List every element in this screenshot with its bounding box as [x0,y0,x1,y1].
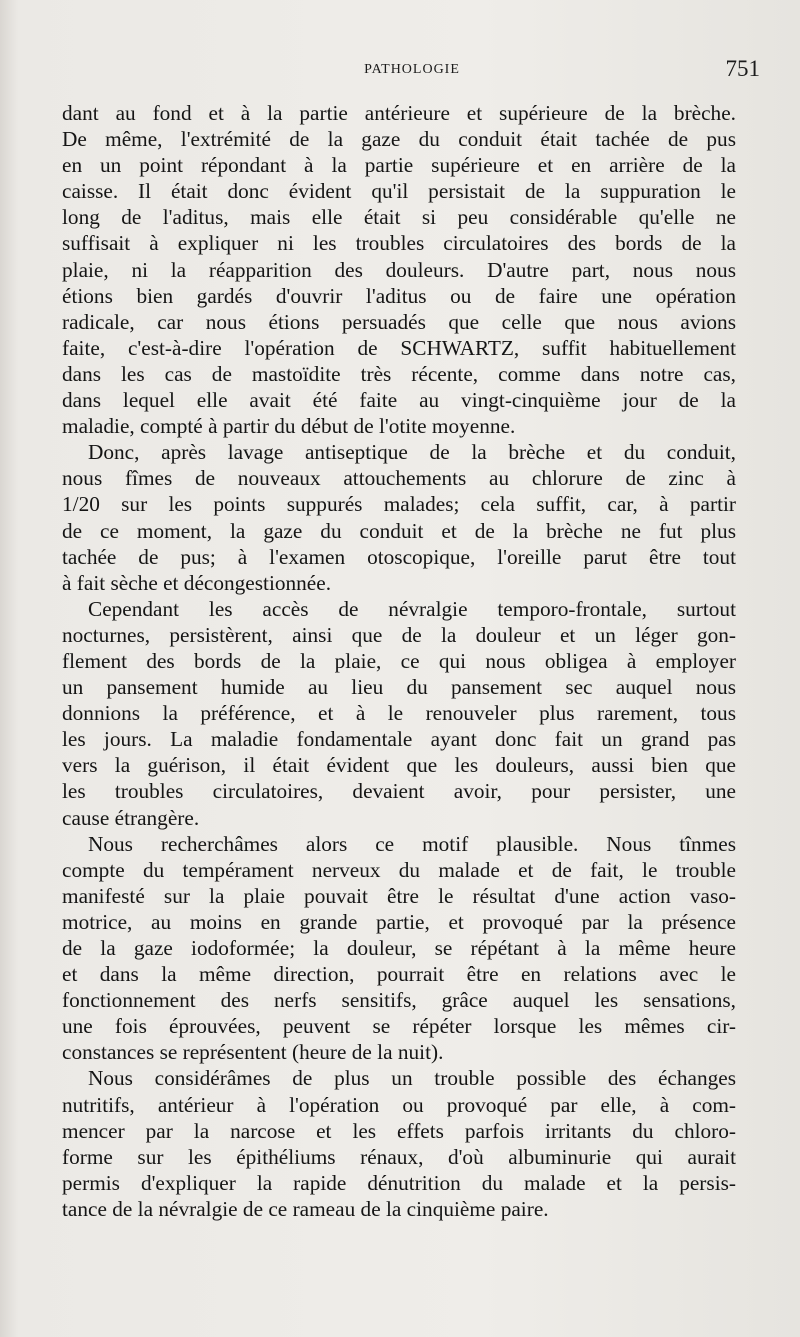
paragraph [62,596,736,831]
text-line: forme sur les épithéliums rénaux, d'où albuminurie qui aurait [62,1144,736,1169]
text-line: vers la guérison, il était évident que les douleurs, aussi bien que [62,753,736,778]
text-line: tachée de pus; à l'examen otoscopique, l'oreille parut être tout [62,544,736,569]
text-line: caisse. Il était donc évident qu'il persistait de la suppuration le [62,179,736,204]
paragraph [62,1065,736,1222]
text-line: cause étrangère. [62,805,200,830]
text-line: 1/20 sur les points suppurés malades; cela suffit, car, à partir [62,492,736,517]
paragraph [62,439,736,596]
text-line: long de l'aditus, mais elle était si peu considérable qu'elle ne [62,205,736,230]
text-line: à fait sèche et décongestionnée. [62,570,332,595]
text-line: Nous considérâmes de plus un trouble possible des échanges [88,1066,736,1091]
text-line: constances se représentent (heure de la nuit). [62,1040,444,1065]
text-line: maladie, compté à partir du début de l'otite moyenne. [62,414,516,439]
text-line: Nous recherchâmes alors ce motif plausible. Nous tînmes [88,831,736,856]
text-line: Cependant les accès de névralgie temporo-frontale, surtout [88,596,736,621]
text-line: dant au fond et à la partie antérieure et supérieure de la brèche. [62,101,736,125]
text-line: dans lequel elle avait été faite au vingt-cinquième jour de la [62,388,736,413]
paragraph [62,100,736,439]
text-line: radicale, car nous étions persuadés que celle que nous avions [62,309,736,334]
text-line: tance de la névralgie de ce rameau de la cinquième paire. [62,1196,549,1221]
text-line: permis d'expliquer la rapide dénutrition du malade et la persis- [62,1170,736,1195]
text-line: plaie, ni la réapparition des douleurs. D'autre part, nous nous [62,257,736,282]
running-title: PATHOLOGIE [364,62,460,77]
text-line: flement des bords de la plaie, ce qui nous obligea à employer [62,648,736,673]
text-line: les jours. La maladie fondamentale ayant donc fait un grand pas [62,727,736,752]
text-line: Donc, après lavage antiseptique de la brèche et du conduit, [88,440,736,465]
text-line: manifesté sur la plaie pouvait être le résultat d'une action vaso- [62,883,736,908]
body-text [62,100,736,1222]
text-line: un pansement humide au lieu du pansement sec auquel nous [62,675,736,700]
text-line: nocturnes, persistèrent, ainsi que de la douleur et un léger gon- [62,622,736,647]
text-line: motrice, au moins en grande partie, et provoqué par la présence [62,909,736,934]
text-line: De même, l'extrémité de la gaze du conduit était tachée de pus [62,127,736,152]
text-line: les troubles circulatoires, devaient avoir, pour persister, une [62,779,736,804]
text-line: en un point répondant à la partie supérieure et en arrière de la [62,153,736,178]
running-head [64,56,760,86]
text-line: dans les cas de mastoïdite très récente, comme dans notre cas, [62,361,736,386]
text-line: fonctionnement des nerfs sensitifs, grâce auquel les sensations, [62,988,736,1013]
text-line: suffisait à expliquer ni les troubles circulatoires des bords de la [62,231,736,256]
text-line: mencer par la narcose et les effets parfois irritants du chloro- [62,1118,736,1143]
text-line: nous fîmes de nouveaux attouchements au chlorure de zinc à [62,466,736,491]
paragraph [62,831,736,1066]
page-number: 751 [725,56,760,81]
text-line: de la gaze iodoformée; la douleur, se répétant à la même heure [62,936,736,960]
text-line: et dans la même direction, pourrait être en relations avec le [62,962,736,987]
text-line: compte du tempérament nerveux du malade et de fait, le trouble [62,857,736,882]
text-line: étions bien gardés d'ouvrir l'aditus ou de faire une opération [62,283,736,308]
text-line: de ce moment, la gaze du conduit et de la brèche ne fut plus [62,518,736,543]
text-line: donnions la préférence, et à le renouveler plus rarement, tous [62,701,736,726]
text-line: nutritifs, antérieur à l'opération ou provoqué par elle, à com- [62,1092,736,1117]
text-line: faite, c'est-à-dire l'opération de SCHWARTZ, suffit habituellement [62,335,736,360]
text-line: une fois éprouvées, peuvent se répéter lorsque les mêmes cir- [62,1014,736,1039]
